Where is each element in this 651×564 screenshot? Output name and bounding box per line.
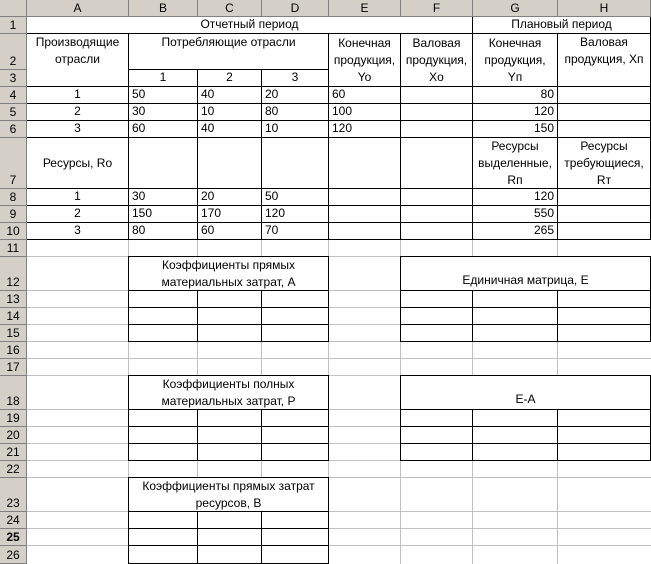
- resources-allocated-cell[interactable]: 120: [533, 189, 554, 203]
- border: [557, 290, 558, 308]
- flow-sector-cell[interactable]: 2: [74, 104, 81, 118]
- border: [328, 205, 401, 206]
- border: [328, 528, 329, 546]
- border: [557, 205, 558, 223]
- flow-value-cell[interactable]: 60: [132, 121, 146, 135]
- row-header-4[interactable]: 4: [0, 87, 27, 104]
- border: [557, 324, 651, 325]
- border: [472, 307, 473, 325]
- border: [328, 205, 329, 223]
- border: [400, 86, 401, 104]
- border: [400, 188, 473, 189]
- select-all-corner[interactable]: [0, 0, 27, 17]
- gross-product-p-header[interactable]: Валовая продукция, Xп: [564, 35, 644, 66]
- border: [197, 137, 198, 189]
- column-header-a[interactable]: A: [27, 0, 129, 17]
- row-header-3[interactable]: 3: [0, 70, 27, 87]
- border: [400, 239, 473, 240]
- border: [128, 239, 198, 240]
- border: [128, 137, 129, 189]
- border: [328, 307, 329, 325]
- row-header-23[interactable]: 23: [0, 478, 27, 512]
- border: [261, 409, 262, 427]
- border: [400, 460, 473, 461]
- border: [472, 290, 473, 308]
- border: [128, 426, 198, 427]
- border: [557, 120, 558, 138]
- border: [128, 307, 129, 325]
- border: [128, 290, 129, 308]
- border: [128, 341, 198, 342]
- border: [557, 188, 558, 206]
- flow-value-cell[interactable]: 80: [265, 104, 279, 118]
- border: [472, 324, 558, 325]
- border: [472, 443, 558, 444]
- row-header-10[interactable]: 10: [0, 223, 27, 240]
- border: [400, 86, 473, 87]
- border: [328, 443, 329, 461]
- column-header-d[interactable]: D: [262, 0, 329, 17]
- border: [557, 443, 651, 444]
- flow-sector-cell[interactable]: 1: [74, 87, 81, 101]
- resource-value-cell[interactable]: 60: [201, 223, 215, 237]
- row-header-12[interactable]: 12: [0, 257, 27, 291]
- border: [400, 103, 473, 104]
- border: [328, 375, 329, 410]
- reporting-period-title[interactable]: Отчетный период: [200, 17, 299, 31]
- border: [328, 188, 329, 206]
- border: [128, 324, 198, 325]
- border: [472, 324, 473, 342]
- row-header-13[interactable]: 13: [0, 291, 27, 308]
- final-product-p-cell[interactable]: 120: [533, 104, 554, 118]
- final-product-o-cell[interactable]: 100: [332, 104, 353, 118]
- border: [400, 443, 401, 461]
- border: [261, 528, 262, 546]
- border: [328, 477, 329, 512]
- border: [328, 290, 329, 308]
- border: [128, 545, 198, 546]
- gross-product-o-header[interactable]: Валовая продукция, Xo: [405, 35, 468, 84]
- consuming-sectors-header[interactable]: Потребляющие отрасли: [161, 35, 296, 49]
- gridline-h: [27, 545, 651, 546]
- border: [328, 324, 329, 342]
- border: [400, 205, 401, 223]
- border: [197, 528, 262, 529]
- row-header-5[interactable]: 5: [0, 104, 27, 121]
- row-header-19[interactable]: 19: [0, 410, 27, 427]
- border: [400, 222, 401, 240]
- border: [128, 460, 198, 461]
- border: [261, 307, 329, 308]
- producing-sectors-header[interactable]: Производящие отрасли: [35, 35, 120, 66]
- border: [197, 545, 198, 564]
- resource-value-cell[interactable]: 150: [132, 206, 153, 220]
- border: [197, 307, 198, 325]
- border: [328, 511, 329, 529]
- border: [197, 460, 262, 461]
- border: [128, 528, 129, 546]
- border: [328, 239, 401, 240]
- border: [261, 511, 262, 529]
- border: [26, 239, 129, 240]
- border: [472, 341, 558, 342]
- border: [128, 443, 198, 444]
- resource-value-cell[interactable]: 80: [132, 223, 146, 237]
- e-minus-a-title[interactable]: Е-А: [515, 392, 536, 406]
- border: [472, 290, 558, 291]
- border: [557, 307, 558, 325]
- border: [197, 307, 262, 308]
- flow-value-cell[interactable]: 10: [201, 104, 215, 118]
- border: [400, 120, 473, 121]
- border: [400, 290, 401, 308]
- border: [557, 341, 651, 342]
- border: [261, 426, 262, 444]
- resource-value-cell[interactable]: 30: [132, 189, 146, 203]
- border: [472, 460, 558, 461]
- final-product-p-cell[interactable]: 150: [533, 121, 554, 135]
- resources-allocated-cell[interactable]: 265: [533, 223, 554, 237]
- row-header-6[interactable]: 6: [0, 121, 27, 138]
- sub-header-1[interactable]: 1: [159, 70, 167, 84]
- border: [328, 545, 329, 564]
- border: [197, 409, 198, 427]
- column-header-g[interactable]: G: [473, 0, 558, 17]
- border: [197, 324, 262, 325]
- column-header-b[interactable]: B: [129, 0, 198, 17]
- border: [400, 426, 401, 444]
- row-header-24[interactable]: 24: [0, 512, 27, 529]
- border: [400, 120, 401, 138]
- resource-value-cell[interactable]: 170: [201, 206, 222, 220]
- border: [472, 426, 558, 427]
- resources-allocated-cell[interactable]: 550: [533, 206, 554, 220]
- row-header-7[interactable]: 7: [0, 138, 27, 189]
- sub-header-2[interactable]: 2: [226, 70, 233, 84]
- column-header-e[interactable]: E: [329, 0, 401, 17]
- border: [472, 307, 558, 308]
- border: [261, 443, 262, 461]
- flow-value-cell[interactable]: 50: [132, 87, 146, 101]
- row-header-17[interactable]: 17: [0, 359, 27, 376]
- border: [197, 528, 198, 546]
- column-header-c[interactable]: C: [198, 0, 262, 17]
- identity-matrix-title[interactable]: Единичная матрица, Е: [462, 273, 589, 287]
- border: [197, 324, 198, 342]
- final-product-o-cell[interactable]: 120: [332, 121, 353, 135]
- border: [197, 341, 262, 342]
- row-header-26[interactable]: 26: [0, 546, 27, 564]
- gridline-h: [27, 528, 651, 529]
- border: [261, 545, 262, 564]
- border: [128, 511, 129, 529]
- border: [328, 222, 401, 223]
- border: [400, 443, 473, 444]
- border: [197, 239, 262, 240]
- final-product-o-cell[interactable]: 60: [332, 87, 346, 101]
- border: [557, 460, 651, 461]
- border: [400, 341, 473, 342]
- gridline-h: [27, 477, 651, 478]
- resource-sector-cell[interactable]: 2: [74, 206, 81, 220]
- border: [557, 222, 651, 223]
- border: [261, 137, 329, 138]
- direct-costs-title[interactable]: Коэффициенты прямых материальных затрат, А: [161, 257, 296, 289]
- border: [472, 409, 473, 427]
- final-product-p-cell[interactable]: 80: [540, 87, 554, 101]
- row-header-2[interactable]: 2: [0, 34, 27, 70]
- border: [128, 426, 129, 444]
- border: [400, 426, 473, 427]
- planned-period-title[interactable]: Плановый период: [511, 17, 612, 31]
- border: [557, 324, 558, 342]
- border: [400, 307, 473, 308]
- column-header-h[interactable]: H: [558, 0, 651, 17]
- border: [197, 443, 262, 444]
- border: [261, 341, 329, 342]
- border: [128, 528, 198, 529]
- border: [400, 409, 473, 410]
- full-costs-title[interactable]: Коэффициенты полных материальных затрат, Р: [161, 376, 296, 408]
- border: [557, 103, 558, 121]
- border: [400, 188, 401, 206]
- gridline-h: [27, 358, 651, 359]
- border: [128, 545, 129, 564]
- final-product-p-header[interactable]: Конечная продукция, Yп: [484, 35, 546, 84]
- border: [400, 324, 473, 325]
- border: [328, 137, 329, 189]
- row-header-20[interactable]: 20: [0, 427, 27, 444]
- border: [557, 443, 558, 461]
- gridline-h: [27, 511, 651, 512]
- border: [328, 222, 329, 240]
- row-header-18[interactable]: 18: [0, 376, 27, 410]
- row-header-8[interactable]: 8: [0, 189, 27, 206]
- border: [128, 307, 198, 308]
- flow-value-cell[interactable]: 40: [201, 121, 215, 135]
- border: [197, 426, 198, 444]
- flow-value-cell[interactable]: 20: [265, 87, 279, 101]
- border: [328, 409, 329, 427]
- border: [261, 443, 329, 444]
- border: [261, 528, 329, 529]
- border: [557, 426, 651, 427]
- border: [400, 324, 401, 342]
- resource-value-cell[interactable]: 20: [201, 189, 215, 203]
- border: [400, 103, 401, 121]
- border: [261, 324, 262, 342]
- resource-sector-cell[interactable]: 3: [74, 223, 81, 237]
- border: [557, 86, 651, 87]
- sub-header-3[interactable]: 3: [291, 70, 299, 84]
- border: [557, 290, 651, 291]
- border: [557, 120, 651, 121]
- border: [400, 137, 473, 138]
- border: [400, 205, 473, 206]
- border: [328, 256, 329, 291]
- border: [328, 188, 401, 189]
- border: [197, 443, 198, 461]
- border: [128, 137, 198, 138]
- border: [197, 426, 262, 427]
- row-header-22[interactable]: 22: [0, 461, 27, 478]
- border: [472, 443, 473, 461]
- border: [261, 324, 329, 325]
- border: [328, 137, 401, 138]
- border: [557, 86, 558, 104]
- flow-value-cell[interactable]: 30: [132, 104, 146, 118]
- border: [197, 545, 262, 546]
- column-header-f[interactable]: F: [401, 0, 473, 17]
- border: [557, 409, 558, 427]
- border: [261, 426, 329, 427]
- border: [557, 239, 651, 240]
- border: [557, 307, 651, 308]
- border: [400, 137, 401, 189]
- resources-required-header[interactable]: Ресурсы требующиеся, Rт: [564, 138, 644, 187]
- border: [400, 409, 401, 427]
- border: [128, 324, 129, 342]
- border: [472, 239, 558, 240]
- border: [400, 222, 473, 223]
- final-product-o-header[interactable]: Конечная продукция, Yo: [333, 35, 396, 84]
- border: [400, 307, 401, 325]
- border: [197, 137, 262, 138]
- resource-value-cell[interactable]: 70: [265, 223, 279, 237]
- row-header-9[interactable]: 9: [0, 206, 27, 223]
- border: [472, 426, 473, 444]
- border: [261, 290, 262, 308]
- border: [557, 205, 651, 206]
- border: [400, 290, 473, 291]
- border: [128, 409, 129, 427]
- border: [261, 239, 329, 240]
- resource-value-cell[interactable]: 50: [265, 189, 279, 203]
- resources-label[interactable]: Ресурсы, Ro: [42, 155, 113, 170]
- row-header-15[interactable]: 15: [0, 325, 27, 342]
- border: [197, 290, 198, 308]
- row-header-16[interactable]: 16: [0, 342, 27, 359]
- border: [557, 426, 558, 444]
- border: [261, 545, 329, 546]
- border: [328, 426, 329, 444]
- border: [261, 137, 262, 189]
- border: [557, 409, 651, 410]
- border: [557, 222, 558, 240]
- border: [197, 511, 198, 529]
- border: [128, 443, 129, 461]
- row-header-1[interactable]: 1: [0, 17, 27, 34]
- resource-sector-cell[interactable]: 1: [74, 189, 81, 203]
- border: [472, 409, 558, 410]
- border: [261, 460, 329, 461]
- row-header-11[interactable]: 11: [0, 240, 27, 257]
- row-header-21[interactable]: 21: [0, 444, 27, 461]
- resources-allocated-header[interactable]: Ресурсы выделенные, Rп: [478, 138, 552, 187]
- flow-value-cell[interactable]: 10: [265, 121, 279, 135]
- direct-resource-costs-title[interactable]: Коэффициенты прямых затрат ресурсов, В: [142, 478, 315, 510]
- flow-sector-cell[interactable]: 3: [74, 121, 81, 135]
- border: [557, 103, 651, 104]
- border: [261, 307, 262, 325]
- flow-value-cell[interactable]: 40: [201, 87, 215, 101]
- row-header-25[interactable]: 25: [0, 529, 27, 546]
- row-header-14[interactable]: 14: [0, 308, 27, 325]
- resource-value-cell[interactable]: 120: [265, 206, 286, 220]
